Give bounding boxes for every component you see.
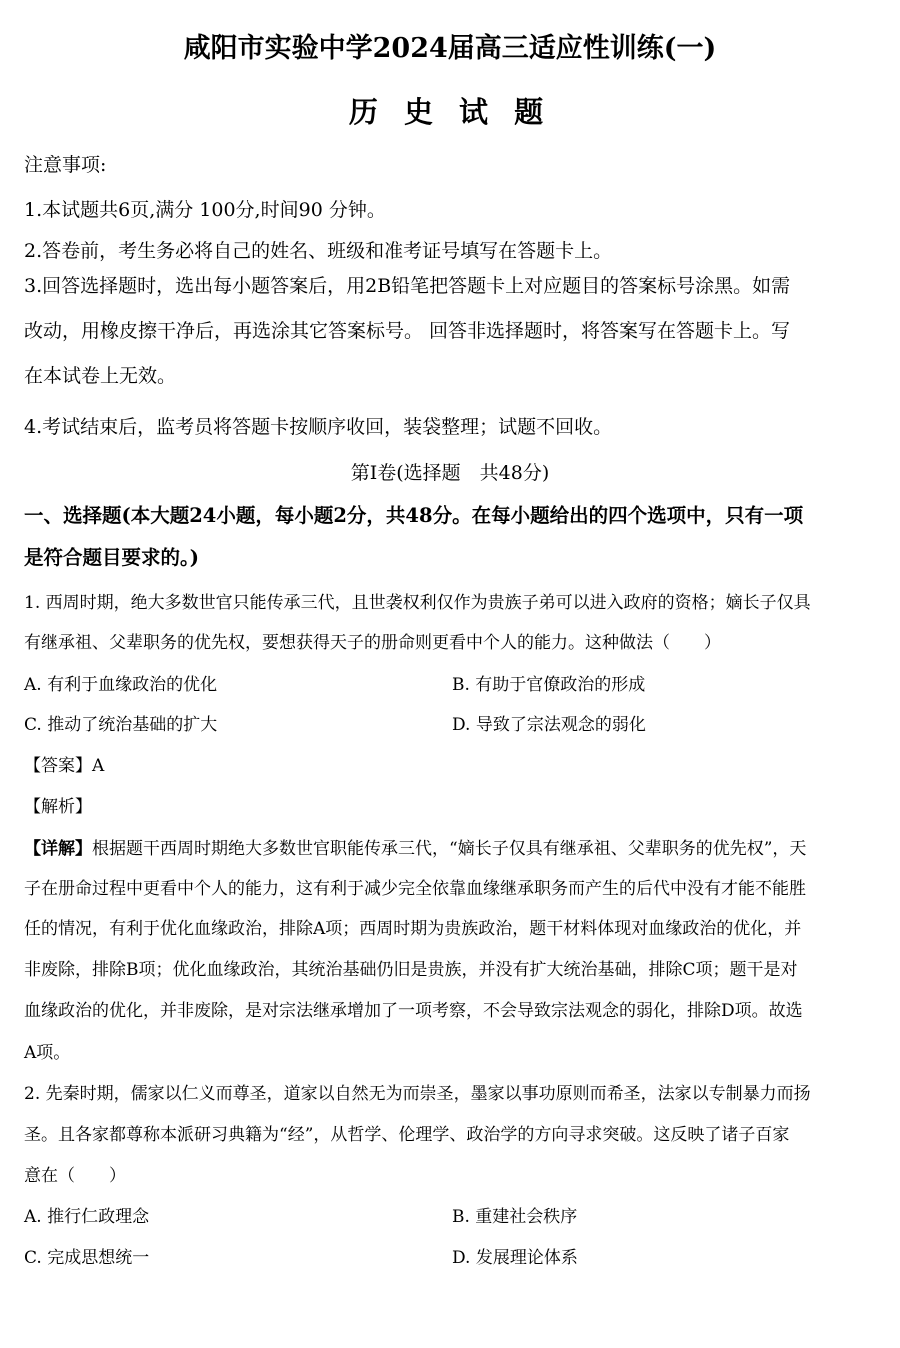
q1-detail-line-1 <box>24 834 880 859</box>
q1-detail-line-5: 血缘政治的优化，并非废除，是对宗法继承增加了一项考察，不会导致宗法观念的弱化，排除D项。故选 <box>24 1001 803 1021</box>
q1-option-c: C. 推动了统治基础的扩大 <box>24 715 218 735</box>
q2-stem-line-1: 2. 先秦时期，儒家以仁义而尊圣，道家以自然无为而崇圣，墨家以事功原则而希圣，法家以专制暴力而扬 <box>24 1084 811 1104</box>
notice-item-1: 1.本试题共6页,满分 100分,时间90 分钟。 <box>24 199 386 221</box>
q2-stem-line-2: 圣。且各家都尊称本派研习典籍为“经”，从哲学、伦理学、政治学的方向寻求突破。这反映了诸子百家 <box>24 1125 790 1145</box>
q1-analysis-label: 【解析】 <box>24 797 92 817</box>
exam-title: 咸阳市实验中学2024届高三适应性训练(一) <box>183 33 717 64</box>
q1-stem-line-1: 1. 西周时期，绝大多数世官只能传承三代，且世袭权利仅作为贵族子弟可以进入政府的资格；嫡长子仅具 <box>24 593 811 613</box>
q2-option-a: A. 推行仁政理念 <box>24 1207 150 1227</box>
exam-subtitle: 历 史 试 题 <box>348 95 552 129</box>
q1-answer: 【答案】A <box>24 756 105 776</box>
notice-item-3-line-3: 在本试卷上无效。 <box>24 365 177 387</box>
q2-option-d: D. 发展理论体系 <box>452 1248 578 1268</box>
q1-detail-text-1: 根据题干西周时期绝大多数世官职能传承三代，“嫡长子仅具有继承祖、父辈职务的优先权”，天 <box>92 839 807 859</box>
q1-stem-line-2: 有继承祖、父辈职务的优先权，要想获得天子的册命则更看中个人的能力。这种做法（ ） <box>24 633 721 653</box>
q2-option-b: B. 重建社会秩序 <box>452 1207 578 1227</box>
q2-option-c: C. 完成思想统一 <box>24 1248 150 1268</box>
notice-item-2: 2.答卷前，考生务必将自己的姓名、班级和准考证号填写在答题卡上。 <box>24 240 613 262</box>
q1-detail-line-2: 子在册命过程中更看中个人的能力，这有利于减少完全依靠血缘继承职务而产生的后代中没有才能不能胜 <box>24 879 806 899</box>
section-heading-line-2: 是符合题目要求的。) <box>24 546 199 569</box>
notice-heading: 注意事项: <box>24 154 107 176</box>
q1-detail-line-4: 非废除，排除B项；优化血缘政治，其统治基础仍旧是贵族，并没有扩大统治基础，排除C项；题干是对 <box>24 960 798 980</box>
q1-detail-line-6: A项。 <box>24 1043 71 1063</box>
volume-heading: 第Ⅰ卷(选择题 共48分) <box>350 462 550 484</box>
notice-item-3-line-2: 改动，用橡皮擦干净后，再选涂其它答案标号。 回答非选择题时，将答案写在答题卡上。写 <box>24 320 791 342</box>
q1-option-a: A. 有利于血缘政治的优化 <box>24 675 218 695</box>
notice-item-3-line-1: 3.回答选择题时，选出每小题答案后，用2B铅笔把答题卡上对应题目的答案标号涂黑。如需 <box>24 275 791 297</box>
notice-item-4: 4.考试结束后，监考员将答题卡按顺序收回，装袋整理；试题不回收。 <box>24 416 613 438</box>
q1-option-b: B. 有助于官僚政治的形成 <box>452 675 646 695</box>
q1-detail-label: 【详解】 <box>24 839 92 859</box>
q2-stem-line-3: 意在（ ） <box>24 1166 126 1186</box>
q1-detail-line-3: 任的情况，有利于优化血缘政治，排除A项；西周时期为贵族政治，题干材料体现对血缘政治的优化，并 <box>24 919 802 939</box>
section-heading-line-1: 一、选择题(本大题24小题，每小题2分，共48分。在每小题给出的四个选项中，只有一项 <box>24 504 804 527</box>
q1-option-d: D. 导致了宗法观念的弱化 <box>452 715 646 735</box>
